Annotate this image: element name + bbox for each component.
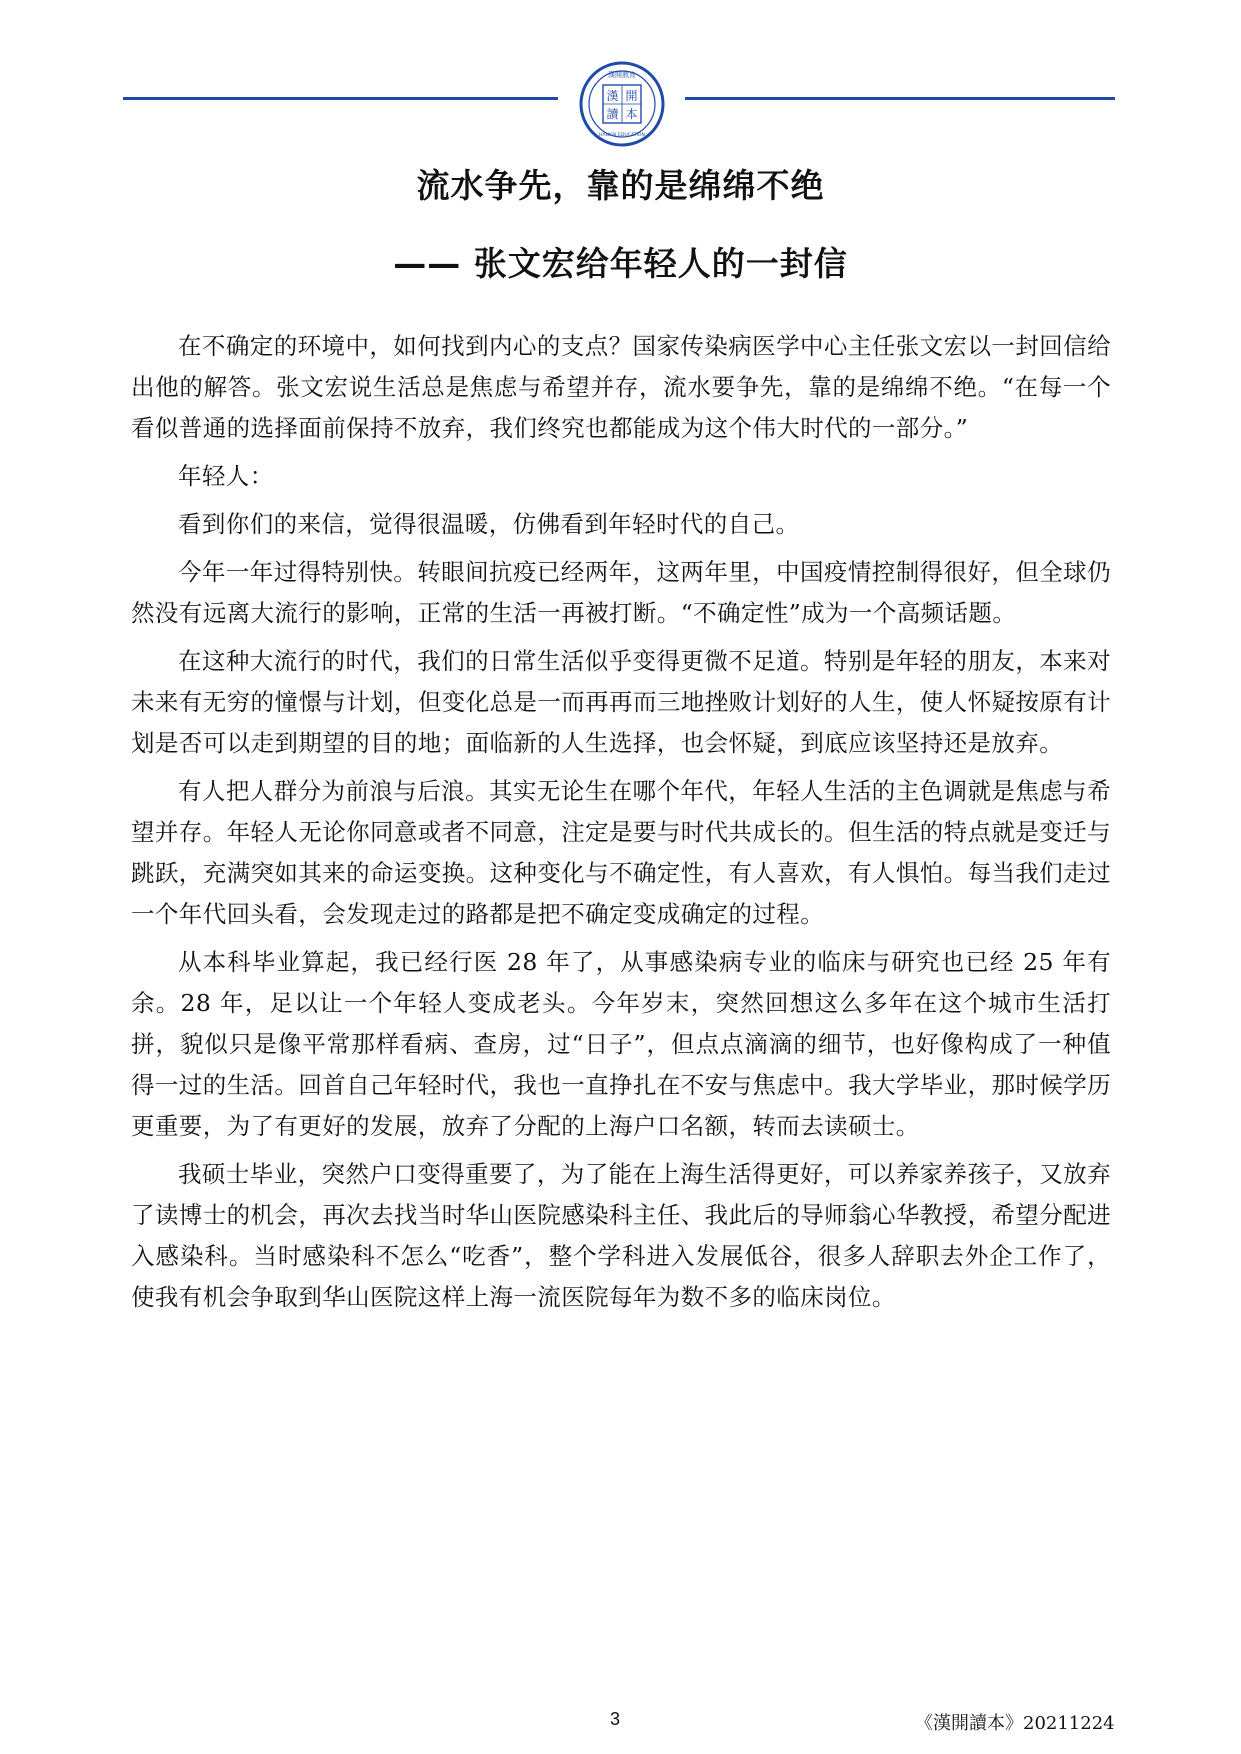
- svg-text:漢: 漢: [606, 89, 619, 103]
- svg-text:本: 本: [625, 107, 638, 121]
- svg-text:讀: 讀: [606, 107, 619, 121]
- page-number: 3: [610, 1709, 621, 1729]
- header-rule-left: [123, 97, 558, 100]
- paragraph: 看到你们的来信，觉得很温暖，仿佛看到年轻时代的自己。: [178, 510, 800, 538]
- paragraph: 在不确定的环境中，如何找到内心的支点？国家传染病医学中心主任张文宏以一封回信给出他的解答。张文宏说生活总是焦虑与希望并存，流水要争先，靠的是绵绵不绝。“在每一个看似普通的选择面前保持不放弃，我们终究也都能成为这个伟大时代的一部分。”: [131, 332, 1111, 442]
- header-rule-right: [685, 97, 1115, 100]
- article-title: 流水争先，靠的是绵绵不绝: [416, 166, 825, 205]
- paragraph: 从本科毕业算起，我已经行医 28 年了，从事感染病专业的临床与研究也已经 25 年有余。28 年，足以让一个年轻人变成老头。今年岁末，突然回想这么多年在这个城市生活打拼，貌似只是像平常那样看病、查房，过“日子”，但点点滴滴的细节，也好像构成了一种值得一过的生活。回首自己年轻时代，我也一直挣扎在不安与焦虑中。我大学毕业，那时候学历更重要，为了有更好的发展，放弃了分配的上海户口名额，转而去读硕士。: [131, 948, 1111, 1140]
- paragraph: 我硕士毕业，突然户口变得重要了，为了能在上海生活得更好，可以养家养孩子，又放弃了读博士的机会，再次去找当时华山医院感染科主任、我此后的导师翁心华教授，希望分配进入感染科。当时感染科不怎么“吃香”，整个学科进入发展低谷，很多人辞职去外企工作了，使我有机会争取到华山医院这样上海一流医院每年为数不多的临床岗位。: [131, 1160, 1111, 1311]
- article-subtitle: —— 张文宏给年轻人的一封信: [393, 244, 848, 283]
- paragraph: 在这种大流行的时代，我们的日常生活似乎变得更微不足道。特别是年轻的朋友，本来对未来有无穷的憧憬与计划，但变化总是一而再再而三地挫败计划好的人生，使人怀疑按原有计划是否可以走到期望的目的地；面临新的人生选择，也会怀疑，到底应该坚持还是放弃。: [131, 647, 1111, 757]
- paragraph: 有人把人群分为前浪与后浪。其实无论生在哪个年代，年轻人生活的主色调就是焦虑与希望并存。年轻人无论你同意或者不同意，注定是要与时代共成长的。但生活的特点就是变迁与跳跃，充满突如其来的命运变换。这种变化与不确定性，有人喜欢，有人惧怕。每当我们走过一个年代回头看，会发现走过的路都是把不确定变成确定的过程。: [131, 777, 1111, 928]
- svg-text:漢開教育: 漢開教育: [608, 71, 636, 79]
- publication-footer: 《漢開讀本》20211224: [915, 1713, 1115, 1734]
- paragraph: 今年一年过得特别快。转眼间抗疫已经两年，这两年里，中国疫情控制得很好，但全球仍然没有远离大流行的影响，正常的生活一再被打断。“不确定性”成为一个高频话题。: [131, 558, 1111, 627]
- svg-text:開: 開: [625, 89, 638, 103]
- article-body: [131, 326, 1111, 1318]
- paragraph: 年轻人：: [178, 462, 274, 490]
- svg-text:HANKAI EDUCATION: HANKAI EDUCATION: [599, 133, 645, 138]
- hankai-logo: [579, 61, 665, 147]
